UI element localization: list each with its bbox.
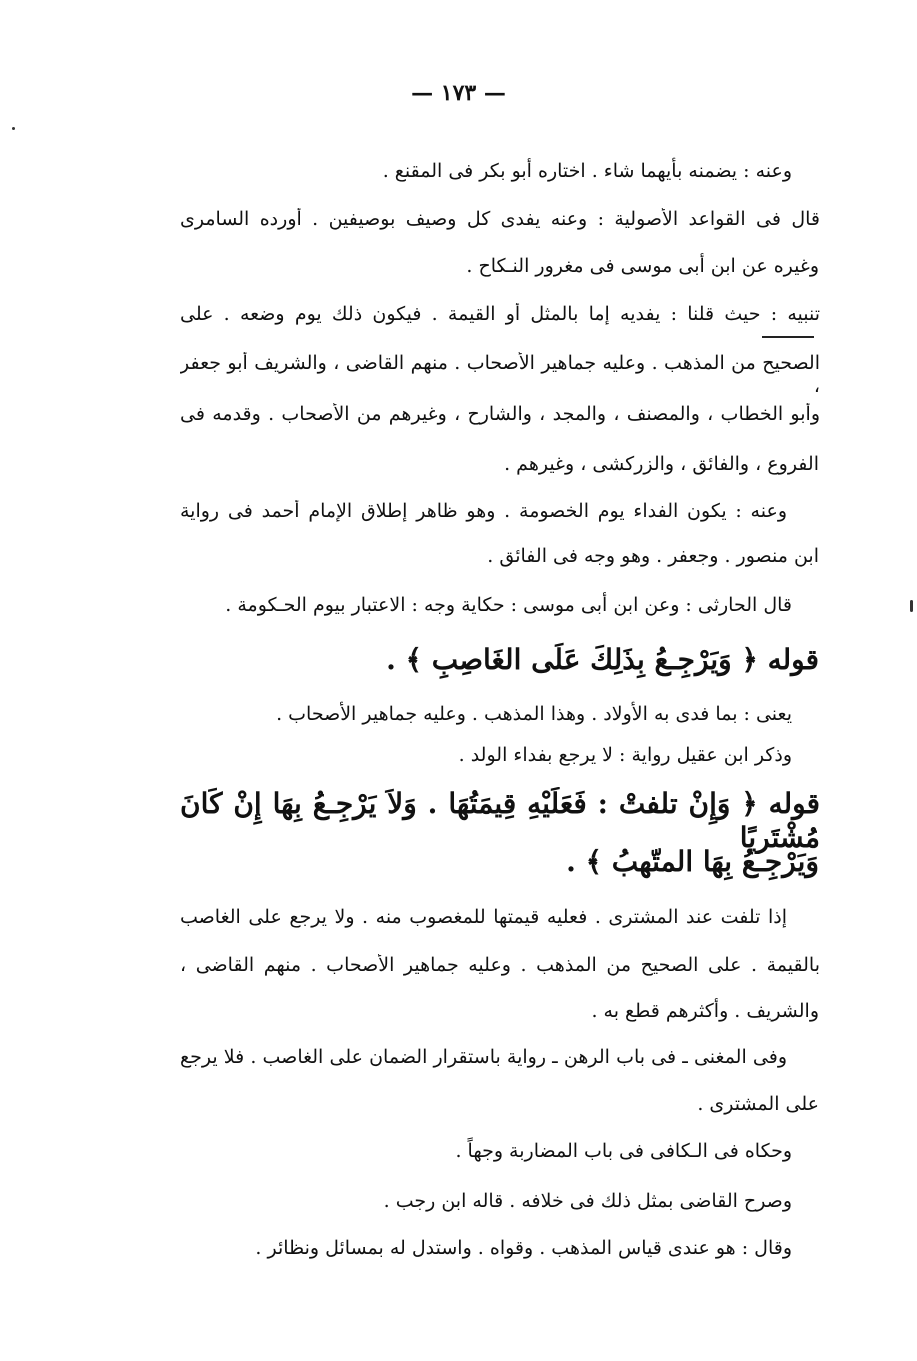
- scan-speck: [910, 600, 913, 612]
- text-line: قال الحارثى : وعن ابن أبى موسى : حكاية وجه : الاعتبار بيوم الحـكومة .: [225, 594, 792, 616]
- scan-speck: [12, 127, 15, 130]
- text-line: وغيره عن ابن أبى موسى فى مغرور النـكاح .: [466, 255, 819, 277]
- text-line: وأبو الخطاب ، والمصنف ، والمجد ، والشارح ، وغيرهم من الأصحاب . وقدمه فى: [180, 403, 820, 425]
- text-line: إذا تلفت عند المشترى . فعليه قيمتها للمغصوب منه . ولا يرجع على الغاصب: [180, 906, 787, 928]
- page-number: — ١٧٣ —: [411, 80, 506, 106]
- heading-line: قوله ﴿ وَيَرْجِـعُ بِذَلِكَ عَلَى الغَاصِبِ ﴾ .: [386, 643, 819, 676]
- text-line: تنبيه : حيث قلنا : يفديه إما بالمثل أو القيمة . فيكون ذلك يوم وضعه . على: [180, 303, 820, 325]
- text-line: وذكر ابن عقيل رواية : لا يرجع بفداء الولد .: [458, 744, 792, 766]
- text-line: بالقيمة . على الصحيح من المذهب . وعليه جماهير الأصحاب . منهم القاضى ،: [180, 954, 820, 976]
- text-line: وفى المغنى ـ فى باب الرهن ـ رواية باستقرار الضمان على الغاصب . فلا يرجع: [180, 1046, 787, 1068]
- heading-line: وَيَرْجِـعُ بِهَا المتّهبُ ﴾ .: [566, 845, 819, 878]
- text-line: وعنه : يكون الفداء يوم الخصومة . وهو ظاهر إطلاق الإمام أحمد فى رواية: [180, 500, 787, 522]
- text-line: والشريف . وأكثرهم قطع به .: [591, 1000, 819, 1022]
- heading-line: قوله ﴿ وَإِنْ تلفتْ : فَعَلَيْهِ قِيمَتُهَا . وَلاَ يَرْجِـعُ بِهَا إِنْ كَانَ مُشْتَرِيًا: [180, 787, 820, 854]
- text-line: الفروع ، والفائق ، والزركشى ، وغيرهم .: [504, 453, 819, 475]
- text-line: الصحيح من المذهب . وعليه جماهير الأصحاب . منهم القاضى ، والشريف أبو جعفر ،: [180, 352, 820, 397]
- text-line: وحكاه فى الـكافى فى باب المضاربة وجهاً .: [455, 1140, 792, 1162]
- text-line: قال فى القواعد الأصولية : وعنه يفدى كل وصيف بوصيفين . أورده السامرى: [180, 208, 820, 230]
- text-line: وعنه : يضمنه بأيهما شاء . اختاره أبو بكر فى المقنع .: [382, 160, 792, 182]
- text-line: ابن منصور . وجعفر . وهو وجه فى الفائق .: [487, 545, 819, 567]
- heading-underline: [762, 336, 814, 338]
- text-line: على المشترى .: [697, 1093, 819, 1115]
- text-line: وصرح القاضى بمثل ذلك فى خلافه . قاله ابن رجب .: [383, 1190, 792, 1212]
- text-line: يعنى : بما فدى به الأولاد . وهذا المذهب . وعليه جماهير الأصحاب .: [276, 703, 792, 725]
- text-line: وقال : هو عندى قياس المذهب . وقواه . واستدل له بمسائل ونظائر .: [255, 1237, 792, 1259]
